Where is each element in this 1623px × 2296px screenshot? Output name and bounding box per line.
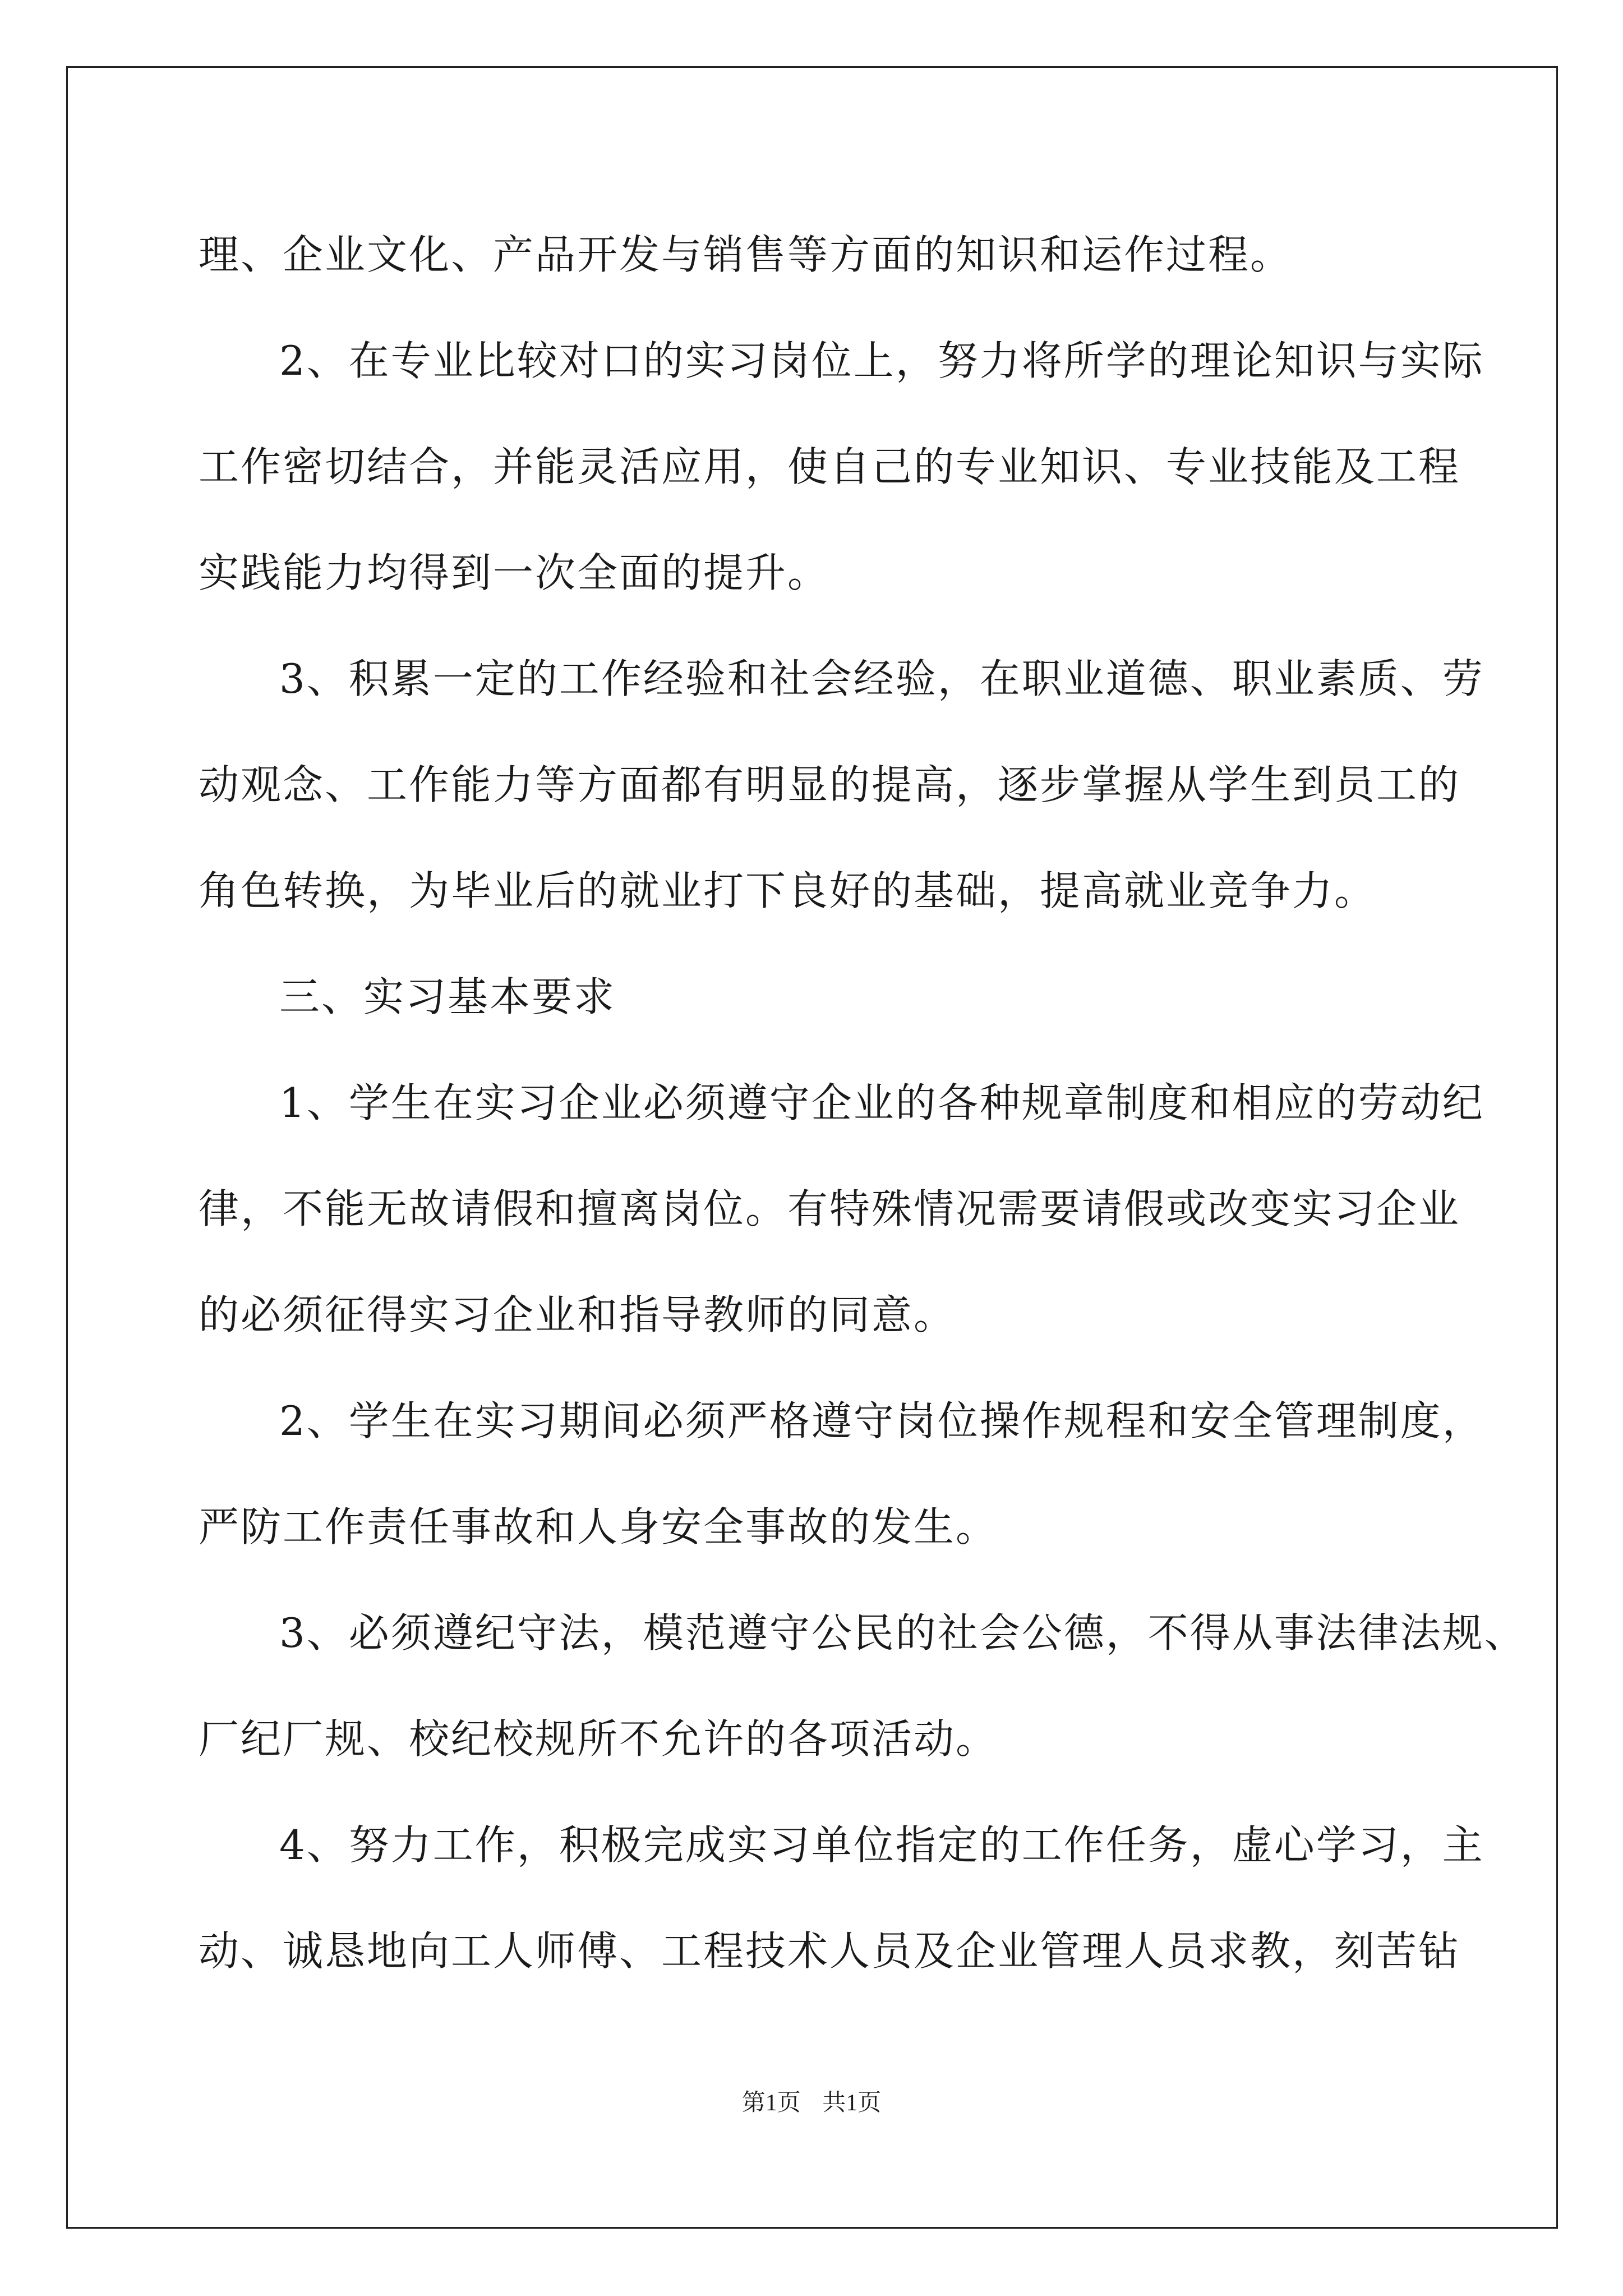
page-total: 共1页 xyxy=(822,2090,882,2116)
text-line: 4、努力工作，积极完成实习单位指定的工作任务，虚心学习，主 xyxy=(279,1821,1484,1869)
text-line: 角色转换，为毕业后的就业打下良好的基础，提高就业竞争力。 xyxy=(199,867,1377,914)
text-line: 动、诚恳地向工人师傅、工程技术人员及企业管理人员求教，刻苦钻 xyxy=(199,1927,1461,1975)
section-heading: 三、实习基本要求 xyxy=(279,973,616,1020)
text-line: 理、企业文化、产品开发与销售等方面的知识和运作过程。 xyxy=(199,231,1293,278)
text-line: 厂纪厂规、校纪校规所不允许的各项活动。 xyxy=(199,1715,998,1763)
text-line: 实践能力均得到一次全面的提升。 xyxy=(199,549,830,596)
text-line: 1、学生在实习企业必须遵守企业的各种规章制度和相应的劳动纪 xyxy=(279,1079,1484,1126)
text-line: 的必须征得实习企业和指导教师的同意。 xyxy=(199,1291,956,1338)
text-line: 3、积累一定的工作经验和社会经验，在职业道德、职业素质、劳 xyxy=(279,655,1484,702)
page-footer xyxy=(0,2084,1623,2118)
page-number: 第1页 xyxy=(741,2090,801,2116)
text-line: 2、学生在实习期间必须严格遵守岗位操作规程和安全管理制度， xyxy=(279,1397,1484,1444)
text-line: 严防工作责任事故和人身安全事故的发生。 xyxy=(199,1503,998,1550)
text-line: 动观念、工作能力等方面都有明显的提高，逐步掌握从学生到员工的 xyxy=(199,761,1461,808)
text-line: 3、必须遵纪守法，模范遵守公民的社会公德，不得从事法律法规、 xyxy=(279,1609,1527,1657)
text-line: 律，不能无故请假和擅离岗位。有特殊情况需要请假或改变实习企业 xyxy=(199,1185,1461,1232)
document-body xyxy=(199,202,1527,2004)
text-line: 工作密切结合，并能灵活应用，使自己的专业知识、专业技能及工程 xyxy=(199,443,1461,490)
text-line: 2、在专业比较对口的实习岗位上，努力将所学的理论知识与实际 xyxy=(279,337,1484,384)
